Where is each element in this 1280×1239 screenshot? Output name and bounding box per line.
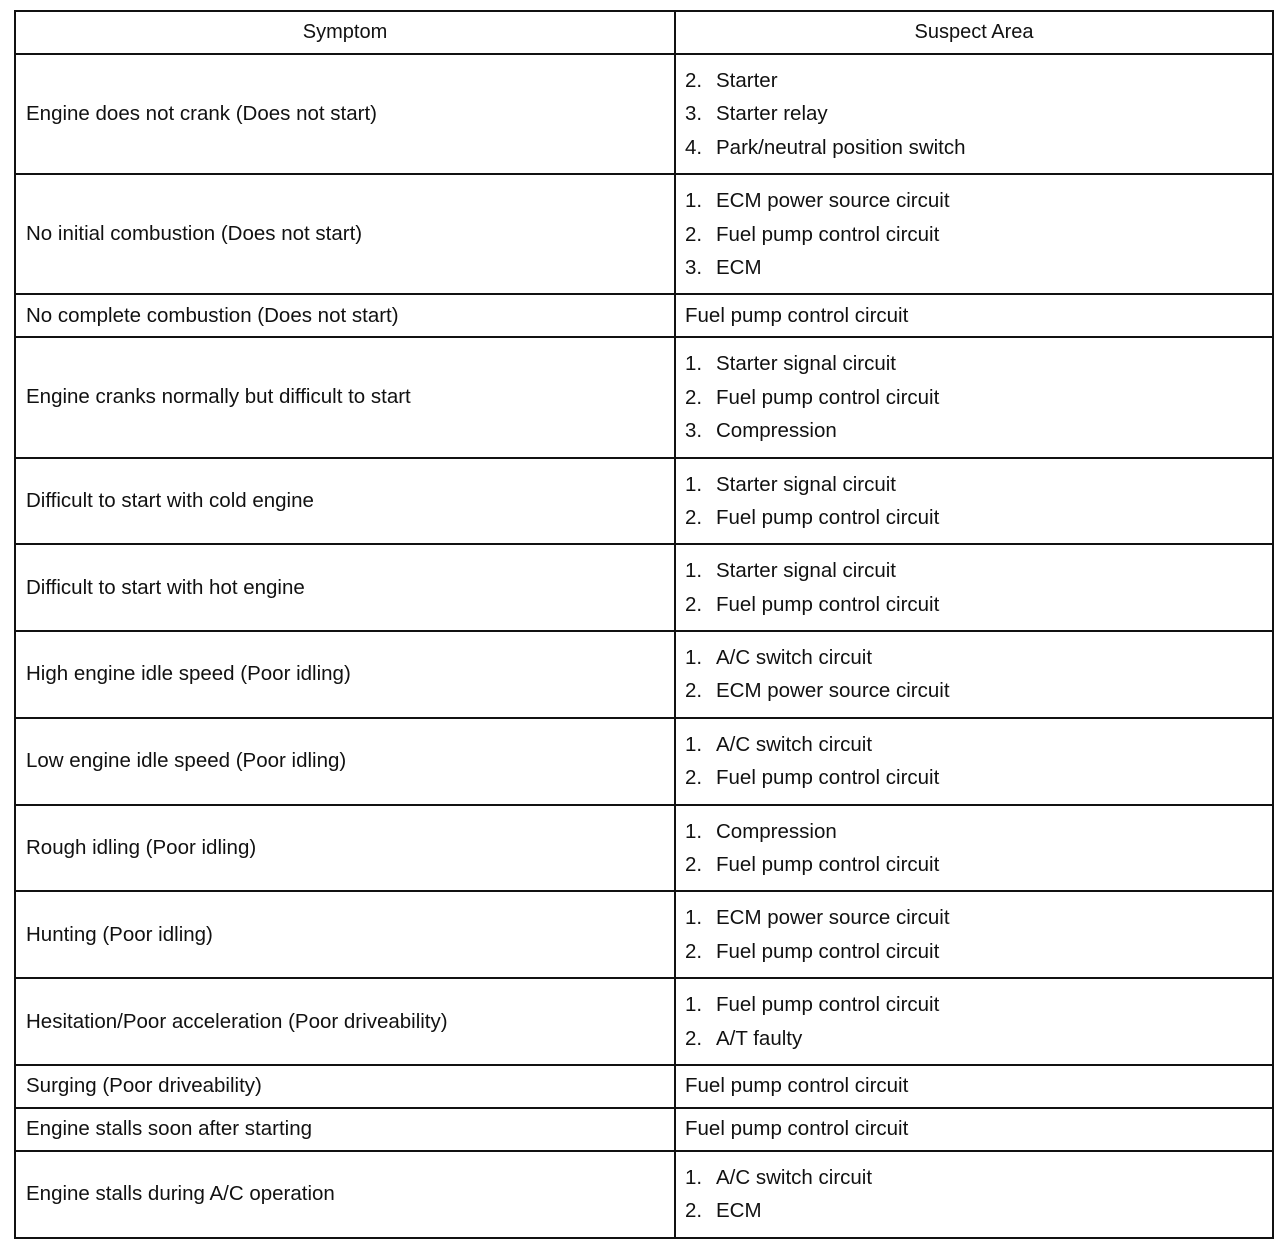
symptom-cell: Engine cranks normally but difficult to start: [15, 337, 675, 457]
suspect-item-number: 4.: [685, 135, 703, 159]
table-row: [15, 805, 1273, 892]
suspect-list-item: [685, 64, 1272, 97]
suspect-list-item: [685, 815, 1272, 848]
suspect-item-text: Fuel pump control circuit: [716, 766, 940, 790]
suspect-item-text: A/C switch circuit: [716, 1165, 873, 1189]
suspect-list-item: [685, 588, 1272, 621]
suspect-list-item: [685, 97, 1272, 130]
suspect-item-text: ECM power source circuit: [716, 189, 950, 213]
suspect-item-text: A/C switch circuit: [716, 732, 873, 756]
symptom-cell: Low engine idle speed (Poor idling): [15, 718, 675, 805]
suspect-item-number: 2.: [685, 222, 703, 246]
suspect-list-item: [685, 761, 1272, 794]
suspect-area-cell: [675, 458, 1273, 545]
symptom-cell: Hesitation/Poor acceleration (Poor driveability): [15, 978, 675, 1065]
suspect-list-item: [685, 184, 1272, 217]
suspect-item-number: 1.: [685, 189, 703, 213]
suspect-list-item: [685, 347, 1272, 380]
suspect-list-item: [685, 1161, 1272, 1194]
suspect-item-number: 1.: [685, 1165, 703, 1189]
suspect-area-cell: [675, 544, 1273, 631]
suspect-list-item: [685, 1022, 1272, 1055]
table-row: [15, 294, 1273, 337]
table-row: [15, 718, 1273, 805]
suspect-item-number: 2.: [685, 1026, 703, 1050]
suspect-item-text: ECM: [716, 255, 762, 279]
suspect-item-number: 3.: [685, 419, 703, 443]
suspect-list-item: [685, 381, 1272, 414]
symptom-table-container: [14, 10, 1272, 1239]
suspect-item-number: 2.: [685, 939, 703, 963]
suspect-item-text: A/C switch circuit: [716, 646, 873, 670]
table-row: [15, 1151, 1273, 1238]
suspect-item-text: Compression: [716, 419, 837, 443]
symptom-cell: Difficult to start with hot engine: [15, 544, 675, 631]
symptom-cell: Engine stalls soon after starting: [15, 1108, 675, 1151]
suspect-area-cell: [675, 174, 1273, 294]
suspect-item-number: 1.: [685, 352, 703, 376]
suspect-item-text: Starter: [716, 69, 778, 92]
suspect-item-number: 2.: [685, 1199, 703, 1223]
table-row: [15, 458, 1273, 545]
suspect-list-item: [685, 674, 1272, 707]
table-row: [15, 544, 1273, 631]
header-symptom: Symptom: [15, 11, 675, 54]
symptom-table: [14, 10, 1274, 1239]
suspect-item-text: A/T faulty: [716, 1026, 803, 1050]
suspect-item-text: Starter signal circuit: [716, 559, 897, 583]
suspect-item-number: 2.: [685, 505, 703, 529]
symptom-cell: Surging (Poor driveability): [15, 1065, 675, 1108]
table-row: [15, 891, 1273, 978]
suspect-area-cell: [675, 1151, 1273, 1238]
symptom-cell: Difficult to start with cold engine: [15, 458, 675, 545]
suspect-item-text: Compression: [716, 819, 837, 843]
suspect-list-item: [685, 641, 1272, 674]
suspect-item-number: 3.: [685, 255, 703, 279]
suspect-list-item: [685, 501, 1272, 534]
symptom-cell: No initial combustion (Does not start): [15, 174, 675, 294]
suspect-item-text: ECM power source circuit: [716, 906, 950, 930]
symptom-cell: Hunting (Poor idling): [15, 891, 675, 978]
suspect-item-number: 3.: [685, 102, 703, 126]
suspect-item-number: 2.: [685, 853, 703, 877]
suspect-list-item: [685, 468, 1272, 501]
symptom-cell: Engine stalls during A/C operation: [15, 1151, 675, 1238]
suspect-item-text: Fuel pump control circuit: [716, 385, 940, 409]
suspect-item-number: 1.: [685, 559, 703, 583]
suspect-area-cell: Fuel pump control circuit: [675, 294, 1273, 337]
suspect-item-number: 1.: [685, 993, 703, 1017]
table-row: [15, 337, 1273, 457]
suspect-item-number: 1.: [685, 472, 703, 496]
suspect-area-cell: Fuel pump control circuit: [675, 1108, 1273, 1151]
suspect-item-number: 1.: [685, 646, 703, 670]
suspect-area-cell: [675, 805, 1273, 892]
suspect-item-number: 2.: [685, 679, 703, 703]
suspect-item-text: Fuel pump control circuit: [716, 505, 940, 529]
suspect-area-cell: [675, 54, 1273, 174]
suspect-item-number: 1.: [685, 906, 703, 930]
suspect-list-item: [685, 1194, 1272, 1227]
suspect-item-text: Starter signal circuit: [716, 472, 897, 496]
suspect-item-text: Fuel pump control circuit: [716, 592, 940, 616]
suspect-item-number: 2.: [685, 592, 703, 616]
suspect-item-number: 2.: [685, 69, 703, 92]
suspect-list-item: [685, 554, 1272, 587]
symptom-cell: High engine idle speed (Poor idling): [15, 631, 675, 718]
suspect-list-item: [685, 935, 1272, 968]
suspect-area-cell: [675, 337, 1273, 457]
suspect-list-item: [685, 251, 1272, 284]
suspect-item-text: Starter relay: [716, 102, 828, 126]
suspect-list-item: [685, 988, 1272, 1021]
suspect-area-cell: Fuel pump control circuit: [675, 1065, 1273, 1108]
suspect-list-item: [685, 131, 1272, 164]
suspect-list-item: [685, 728, 1272, 761]
table-row: [15, 1108, 1273, 1151]
suspect-list-item: [685, 848, 1272, 881]
suspect-area-cell: [675, 631, 1273, 718]
symptom-cell: Rough idling (Poor idling): [15, 805, 675, 892]
suspect-item-text: Fuel pump control circuit: [716, 939, 940, 963]
table-row: [15, 54, 1273, 174]
header-row: [15, 11, 1273, 54]
table-row: [15, 631, 1273, 718]
suspect-item-text: ECM: [716, 1199, 762, 1223]
header-suspect-area: Suspect Area: [675, 11, 1273, 54]
symptom-cell: No complete combustion (Does not start): [15, 294, 675, 337]
table-row: [15, 978, 1273, 1065]
symptom-cell: Engine does not crank (Does not start): [15, 54, 675, 174]
suspect-item-number: 1.: [685, 732, 703, 756]
suspect-item-text: ECM power source circuit: [716, 679, 950, 703]
suspect-item-text: Fuel pump control circuit: [716, 222, 940, 246]
suspect-item-text: Park/neutral position switch: [716, 135, 966, 159]
suspect-list-item: [685, 414, 1272, 447]
suspect-item-text: Fuel pump control circuit: [716, 993, 940, 1017]
suspect-item-number: 2.: [685, 766, 703, 790]
suspect-item-text: Starter signal circuit: [716, 352, 897, 376]
suspect-list-item: [685, 218, 1272, 251]
suspect-area-cell: [675, 718, 1273, 805]
suspect-item-number: 2.: [685, 385, 703, 409]
suspect-item-number: 1.: [685, 819, 703, 843]
table-row: [15, 174, 1273, 294]
suspect-area-cell: [675, 891, 1273, 978]
suspect-area-cell: [675, 978, 1273, 1065]
suspect-list-item: [685, 901, 1272, 934]
table-row: [15, 1065, 1273, 1108]
suspect-item-text: Fuel pump control circuit: [716, 853, 940, 877]
